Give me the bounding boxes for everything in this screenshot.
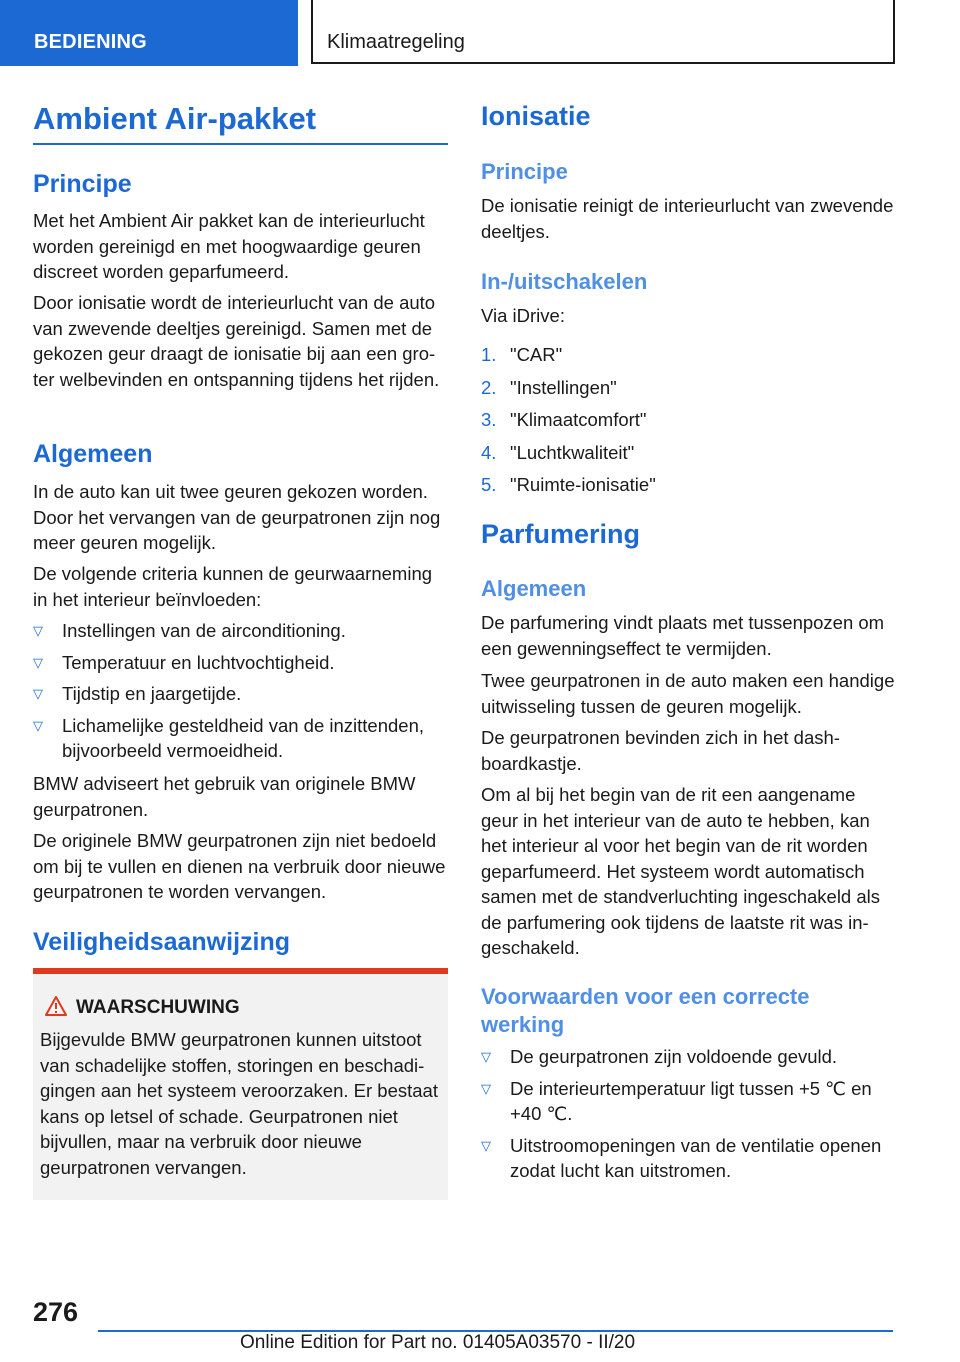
- switch-intro: Via iDrive:: [481, 305, 565, 326]
- list-item: 4. "Luchtkwaliteit": [481, 441, 635, 463]
- warning-triangle-icon: [45, 996, 67, 1016]
- safety-heading: Veiligheidsaanwijzing: [33, 928, 291, 956]
- page-title: Ambient Air-pakket: [33, 101, 448, 145]
- triangle-bullet-icon: ▽: [481, 1049, 491, 1064]
- parfumering-paragraph-1: De parfumering vindt plaats met tussenpozen om een gewenningseffect te vermijden.: [481, 612, 885, 659]
- parfumering-algemeen-heading: Algemeen: [481, 576, 587, 601]
- list-item: ▽ De geurpatronen zijn voldoende gevuld.: [481, 1044, 896, 1070]
- list-item: 3. "Klimaatcomfort": [481, 409, 647, 430]
- algemeen-paragraph-1: In de auto kan uit twee geuren gekozen worden. Door het vervangen van de geurpatronen zijn nog meer geuren mogelijk.: [33, 481, 441, 553]
- list-item: 5. "Ruimte-ionisatie": [481, 474, 656, 495]
- warning-title: WAARSCHUWING: [76, 997, 240, 1018]
- list-item: ▽ Lichamelijke gesteldheid van de inzittenden, bijvoorbeeld vermoeidheid.: [33, 714, 425, 761]
- principe-paragraph-1: Met het Ambient Air pakket kan de interieurlucht worden gereinigd en met hoogwaardige geuren discreet worden geparfumeerd.: [33, 210, 425, 282]
- parfumering-title: Parfumering: [481, 519, 641, 549]
- list-item: ▽ Instellingen van de airconditioning.: [33, 618, 448, 644]
- edition-note: Online Edition for Part no. 01405A03570 - II/20: [240, 1332, 636, 1353]
- algemeen-paragraph-3: BMW adviseert het gebruik van originele BMW geurpatronen.: [33, 773, 416, 820]
- list-item: 1. "CAR": [481, 344, 563, 365]
- parfumering-paragraph-4: Om al bij het begin van de rit een aangename geur in het interieur van de auto te hebben, kan het interieur al voor het begin van de rit worden geparfumeerd. Het systeem wordt automatisch samen met de standverluchting ingeschakeld als de parfumering ook tijdens de laatste rit was ingeschakeld.: [481, 784, 881, 958]
- triangle-bullet-icon: ▽: [33, 717, 43, 733]
- parfumering-paragraph-2: Twee geurpatronen in de auto maken een handige uitwisseling tussen de geuren mogelijk.: [481, 670, 895, 717]
- section-tab: BEDIENING: [0, 0, 298, 66]
- warning-box: [33, 968, 448, 1200]
- list-item: ▽ Uitstroomopeningen van de ventilatie openen zodat lucht kan uitstromen.: [481, 1134, 882, 1181]
- triangle-bullet-icon: ▽: [33, 623, 43, 638]
- principe-paragraph-2: Door ionisatie wordt de interieurlucht van de auto van zwevende deeltjes gereinigd. Samen met de gekozen geur draagt de ionisatie bij aan een groter welbevinden en ontspanning tijdens het rijden.: [33, 292, 440, 390]
- principe-heading: Principe: [33, 170, 132, 198]
- ionisatie-principe-heading: Principe: [481, 159, 568, 184]
- ionisatie-principe-text: De ionisatie reinigt de interieurlucht van zwevende deeltjes.: [481, 195, 894, 242]
- list-item: 2. "Instellingen": [481, 376, 617, 398]
- switch-heading: In-/uitschakelen: [481, 269, 648, 294]
- parfumering-paragraph-3: De geurpatronen bevinden zich in het dashboardkastje.: [481, 727, 840, 774]
- conditions-list: [481, 1044, 896, 1190]
- idrive-steps: [481, 342, 896, 505]
- page-number: 276: [33, 1297, 79, 1327]
- chapter-tab: Klimaatregeling: [311, 0, 895, 64]
- algemeen-paragraph-2: De volgende criteria kunnen de geurwaarneming in het interieur beïnvloeden:: [33, 563, 433, 610]
- triangle-bullet-icon: ▽: [481, 1137, 491, 1153]
- ionisatie-title: Ionisatie: [481, 101, 591, 131]
- triangle-bullet-icon: ▽: [33, 686, 43, 701]
- algemeen-heading: Algemeen: [33, 440, 153, 468]
- list-item: ▽ De interieurtemperatuur ligt tussen +5 ℃ en +40 ℃.: [481, 1077, 872, 1124]
- list-item: ▽ Temperatuur en luchtvochtigheid.: [33, 650, 448, 676]
- triangle-bullet-icon: ▽: [481, 1080, 491, 1096]
- warning-text: Bijgevulde BMW geurpatronen kunnen uitstoot van schadelijke stoffen, storingen en beschadigingen aan het systeem veroorzaken. Er bestaat kans op letsel of schade. Geurpatronen niet bijvullen, maar na verbruik door nieuwe geurpatronen vervangen.: [40, 1029, 438, 1178]
- algemeen-paragraph-4: De originele BMW geurpatronen zijn niet bedoeld om bij te vullen en dienen na verbruik door nieuwe geurpatronen te worden vervangen.: [33, 830, 446, 902]
- conditions-heading: Voorwaarden voor een correcte werking: [481, 984, 810, 1037]
- page-header: [0, 0, 960, 66]
- criteria-list: [33, 618, 448, 770]
- triangle-bullet-icon: ▽: [33, 654, 43, 670]
- list-item: ▽ Tijdstip en jaargetijde.: [33, 681, 448, 707]
